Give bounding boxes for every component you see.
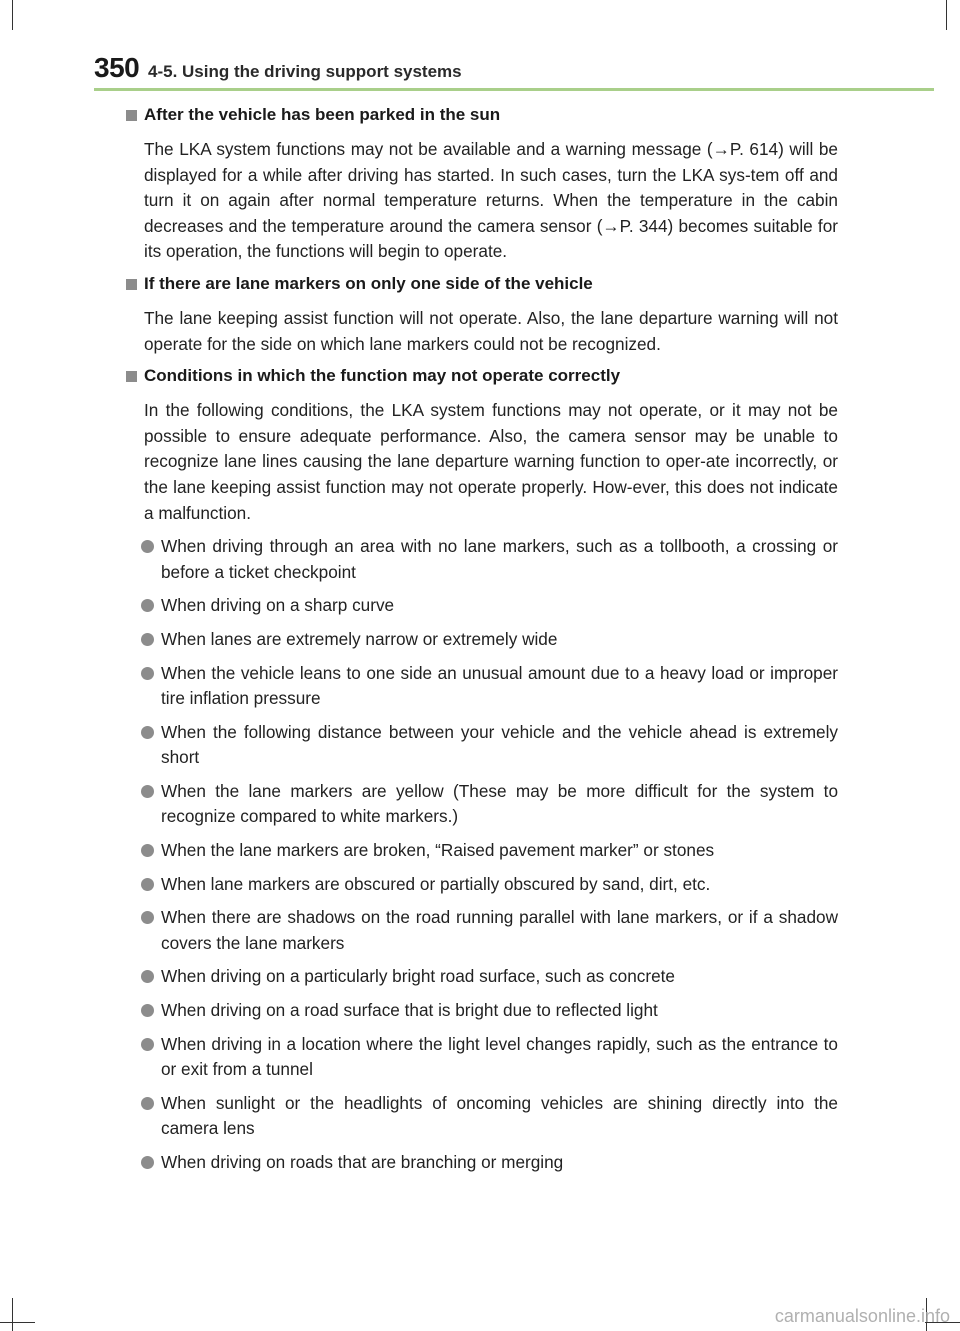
watermark-text: carmanualsonline.info — [774, 1306, 950, 1326]
square-bullet-icon — [126, 110, 137, 121]
bullet-icon — [141, 844, 154, 857]
list-item-text: When there are shadows on the road running parallel with lane markers, or if a shadow covers the lane markers — [161, 907, 838, 953]
list-item — [161, 1032, 838, 1083]
list-item-text: When the vehicle leans to one side an unusual amount due to a heavy load or improper tire inflation pressure — [161, 662, 838, 709]
list-item-text: When lane markers are obscured or partially obscured by sand, dirt, etc. — [161, 873, 711, 894]
list-item — [161, 661, 838, 712]
bullet-icon — [141, 667, 154, 680]
page-content — [126, 104, 838, 1184]
section-paragraph: In the following conditions, the LKA system functions may not operate, or it may not be possible to ensure adequate performance. Also, the camera sensor may be unable to recognize lane lines causing the lane departure warning function to oper-ate incorrectly, or the lane keeping assist function may not operate properly. How-ever, this does not indicate a malfunction. — [144, 400, 838, 523]
section-heading — [126, 104, 838, 126]
list-item — [161, 779, 838, 830]
bullet-icon — [141, 878, 154, 891]
list-item-text: When the following distance between your vehicle and the vehicle ahead is extremely short — [161, 721, 838, 768]
list-item-text: When the lane markers are broken, “Raised pavement marker” or stones — [161, 840, 715, 861]
bullet-icon — [141, 633, 154, 646]
section-heading — [126, 273, 838, 295]
bullet-icon — [141, 1097, 154, 1110]
list-item — [161, 1150, 838, 1176]
list-item-text: When driving through an area with no lane markers, such as a tollbooth, a crossing or before a ticket checkpoint — [161, 536, 838, 582]
page-header — [94, 52, 934, 90]
bullet-icon — [141, 1004, 154, 1017]
crop-mark — [0, 1322, 35, 1323]
bullet-icon — [141, 970, 154, 983]
crop-mark — [12, 0, 13, 30]
crop-mark — [12, 1298, 13, 1331]
bullet-icon — [141, 599, 154, 612]
list-item — [161, 964, 838, 990]
list-item-text: When sunlight or the headlights of oncoming vehicles are shining directly into the camera lens — [161, 1092, 838, 1139]
section-heading-text: Conditions in which the function may not operate correctly — [144, 366, 621, 386]
list-item — [161, 534, 838, 585]
list-item — [161, 627, 838, 653]
list-item — [161, 905, 838, 956]
bullet-icon — [141, 911, 154, 924]
list-item-text: When lanes are extremely narrow or extremely wide — [161, 628, 558, 649]
bullet-icon — [141, 1038, 154, 1051]
header-rule — [94, 88, 934, 91]
list-item — [161, 998, 838, 1024]
section-heading-text: After the vehicle has been parked in the sun — [144, 105, 501, 124]
list-item — [161, 838, 838, 864]
list-item-text: When driving on a sharp curve — [161, 595, 395, 616]
list-item-text: When driving on a particularly bright road surface, such as concrete — [161, 966, 675, 987]
square-bullet-icon — [126, 371, 137, 382]
square-bullet-icon — [126, 279, 137, 290]
list-item-text: When driving on a road surface that is bright due to reflected light — [161, 1000, 658, 1021]
bullet-icon — [141, 1156, 154, 1169]
list-item-text: When the lane markers are yellow (These may be more difficult for the system to recognize compared to white markers.) — [161, 780, 838, 827]
bullet-icon — [141, 726, 154, 739]
list-item — [161, 720, 838, 771]
page-number: 350 — [94, 52, 140, 83]
section-title: 4-5. Using the driving support systems — [148, 62, 462, 81]
list-item — [161, 593, 838, 619]
bullet-icon — [141, 540, 154, 553]
list-item-text: When driving in a location where the light level changes rapidly, such as the entrance to or exit from a tunnel — [161, 1033, 838, 1080]
list-item — [161, 1091, 838, 1142]
section-paragraph: The LKA system functions may not be available and a warning message (→P. 614) will be displayed for a while after driving has started. In such cases, turn the LKA sys-tem off and turn it on again after normal temperature returns. When the temperature in the cabin decreases and the temperature around the camera sensor (→P. 344) becomes suitable for its operation, the functions will begin to operate. — [144, 139, 838, 262]
crop-mark — [946, 0, 947, 30]
list-item-text: When driving on roads that are branching or merging — [161, 1152, 564, 1172]
section-heading-text: If there are lane markers on only one side of the vehicle — [144, 273, 593, 293]
section-heading — [126, 365, 838, 387]
section-paragraph: The lane keeping assist function will not operate. Also, the lane departure warning will not operate for the side on which lane markers could not be recognized. — [144, 307, 838, 354]
bullet-icon — [141, 785, 154, 798]
list-item — [161, 872, 838, 898]
